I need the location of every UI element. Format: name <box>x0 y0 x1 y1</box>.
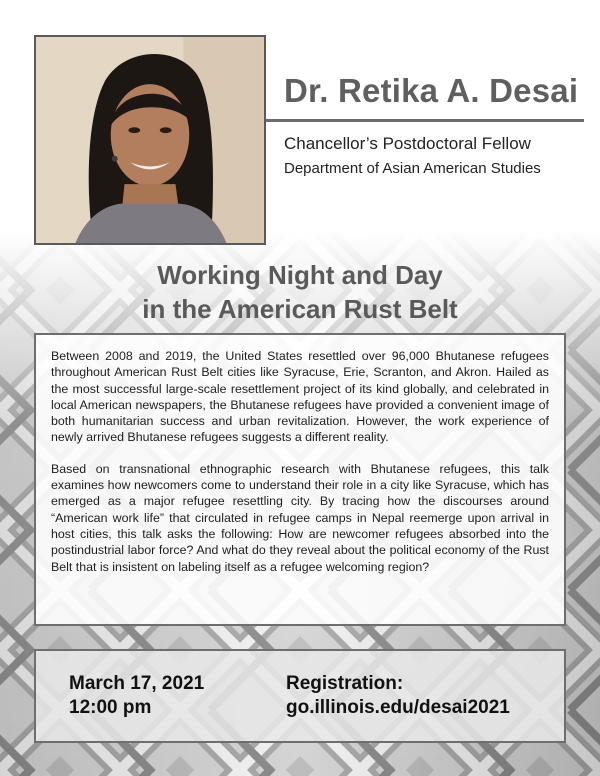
speaker-portrait-graphic <box>36 37 264 243</box>
event-details-box <box>34 649 566 743</box>
abstract-paragraph-2: Based on transnational ethnographic research with Bhutanese refugees, this talk examines how newcomers come to understand their role in a city like Syracuse, which has emerged as a major refugee resettling city. By tracing how the discourses around “American work life” that circulated in refugee camps in Nepal reemerge upon arrival in host cities, this talk asks the following: How are newcomer refugees absorbed into the postindustrial labor force? And what do they reveal about the political economy of the Rust Belt that is insistent on labeling itself as a refugee welcoming region? <box>51 461 549 574</box>
header-divider <box>266 119 584 122</box>
speaker-photo <box>34 35 266 245</box>
speaker-name: Dr. Retika A. Desai <box>284 72 579 109</box>
event-time: 12:00 pm <box>69 697 152 718</box>
abstract-box <box>34 333 566 626</box>
speaker-position: Chancellor’s Postdoctoral Fellow <box>284 134 531 153</box>
abstract-paragraph-1: Between 2008 and 2019, the United States resettled over 96,000 Bhutanese refugees throughout American Rust Belt cities like Syracuse, Erie, Scranton, and Akron. Hailed as the most successful large-scale resettlement project of its kind globally, and celebrated in local American newspapers, the Bhutanese refugees have provided a convenient image of both humanitarian success and urban revitalization. However, the work experience of newly arrived Bhutanese refugees suggests a different reality. <box>51 349 549 445</box>
registration-label: Registration: <box>286 673 404 694</box>
talk-title-line-1: Working Night and Day <box>157 260 443 290</box>
talk-title-line-2: in the American Rust Belt <box>142 294 458 324</box>
talk-title <box>60 258 540 326</box>
registration-link[interactable]: go.illinois.edu/desai2021 <box>286 697 510 718</box>
speaker-department: Department of Asian American Studies <box>284 160 541 177</box>
event-date: March 17, 2021 <box>69 673 205 694</box>
